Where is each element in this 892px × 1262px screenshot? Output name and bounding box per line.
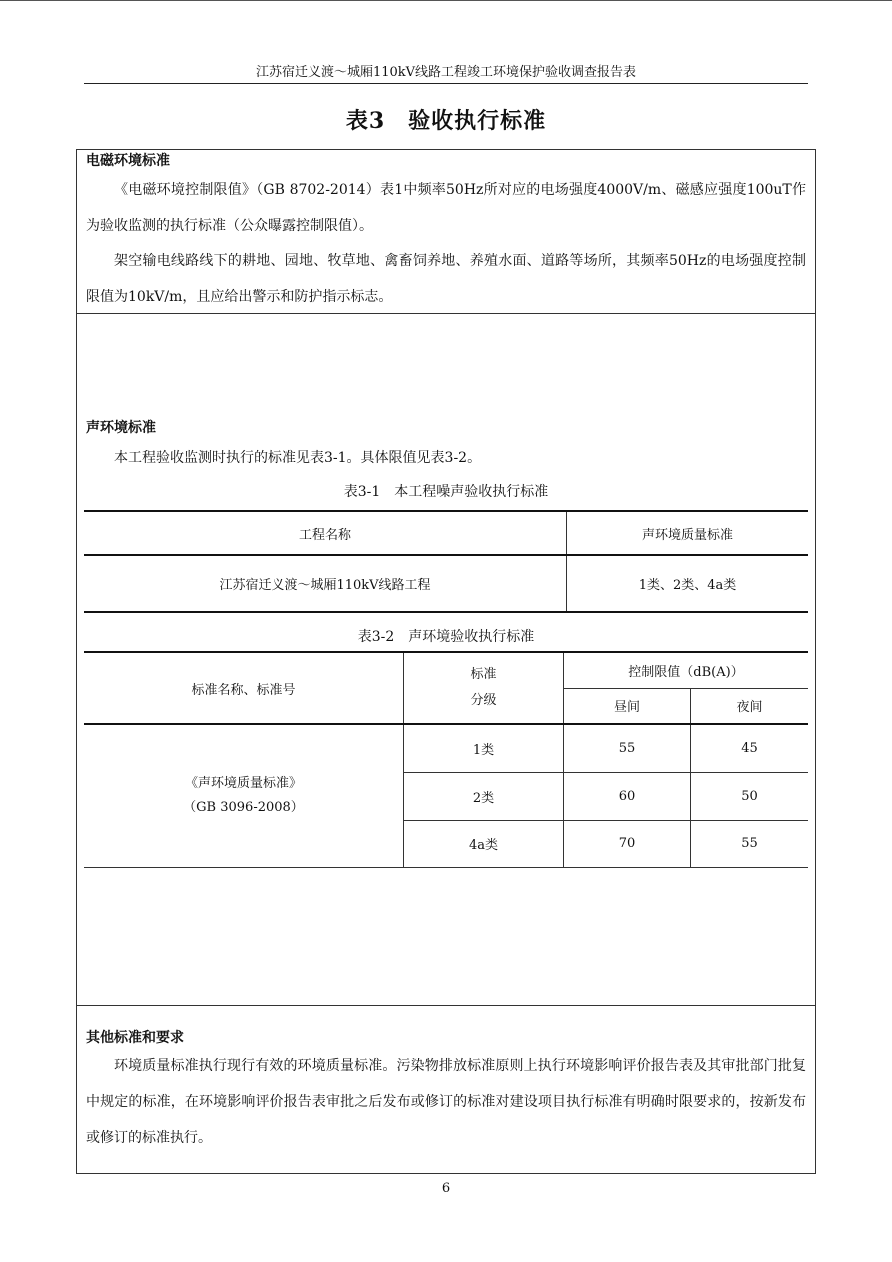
other-paragraph: 环境质量标准执行现行有效的环境质量标准。污染物排放标准原则上执行环境影响评价报告表及其审批部门批复中规定的标准，在环境影响评价报告表审批之后发布或修订的标准对建设项目执行标准有明确时限要求的，按新发布或修订的标准执行。 [86,1058,806,1146]
standard-name-cell [84,724,404,867]
page-number: 6 [441,1181,451,1196]
table-row [84,555,808,612]
header-project-name: 工程名称 [84,511,567,555]
header-day: 昼间 [564,688,691,724]
day-limit-cell: 55 [564,724,691,772]
table-3-1-caption: 表3-1 本工程噪声验收执行标准 [343,484,549,500]
header-class [404,652,564,724]
header-rule [84,83,808,84]
electromagnetic-paragraph: 《电磁环境控制限值》（GB 8702-2014）表1中频率50Hz所对应的电场强度4000V/m、磁感应强度100uT作为验收监测的执行标准（公众曝露控制限值）。 [86,182,806,234]
project-name-cell: 江苏宿迁义渡～城厢110kV线路工程 [219,578,431,593]
other-heading: 其他标准和要求 [86,1030,184,1046]
table-3-1 [84,510,808,613]
header-limit: 控制限值（dB(A)） [564,652,809,688]
class-cell: 1类 [404,724,564,772]
table-header-row [84,511,808,555]
electromagnetic-heading: 电磁环境标准 [86,153,170,169]
table-3-2-caption: 表3-2 声环境验收执行标准 [357,629,535,645]
header-class-line1: 标准 [470,667,497,682]
header-standard-name: 标准名称、标准号 [84,652,404,724]
acoustic-intro: 本工程验收监测时执行的标准见表3-1。具体限值见表3-2。 [114,450,482,466]
section-divider [76,1005,816,1006]
electromagnetic-paragraph: 架空输电线路线下的耕地、园地、牧草地、禽畜饲养地、养殖水面、道路等场所，其频率50Hz的电场强度控制限值为10kV/m，且应给出警示和防护指示标志。 [86,253,806,305]
standard-class-cell: 1类、2类、4a类 [567,555,809,612]
header-night: 夜间 [691,688,809,724]
running-header: 江苏宿迁义渡～城厢110kV线路工程竣工环境保护验收调查报告表 [255,65,637,80]
acoustic-heading: 声环境标准 [86,420,156,436]
standard-name-line2: （GB 3096-2008） [183,799,304,815]
night-limit-cell: 55 [691,820,809,867]
class-cell: 2类 [404,772,564,820]
standard-name-line1: 《声环境质量标准》 [184,775,302,791]
top-border-line [0,0,892,1]
class-cell: 4a类 [404,820,564,867]
day-limit-cell: 60 [564,772,691,820]
page-title: 表3 验收执行标准 [345,108,547,134]
night-limit-cell: 45 [691,724,809,772]
header-class-line2: 分级 [470,693,497,708]
table-3-2 [84,651,808,868]
table-header-row [84,652,808,688]
night-limit-cell: 50 [691,772,809,820]
header-standard: 声环境质量标准 [567,511,809,555]
day-limit-cell: 70 [564,820,691,867]
table-row [84,724,808,772]
